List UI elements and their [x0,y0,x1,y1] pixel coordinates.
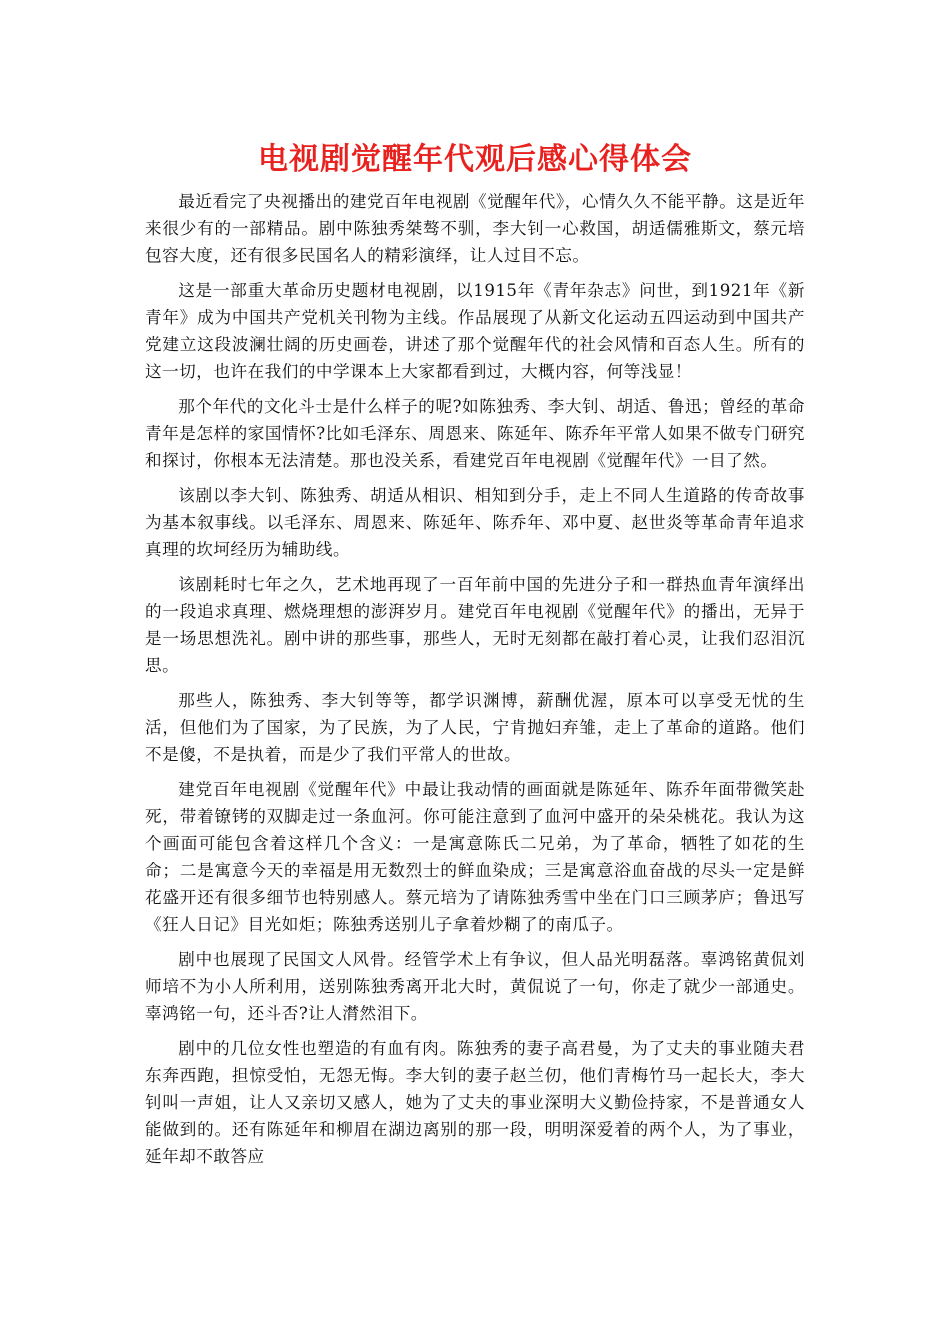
document-title: 电视剧觉醒年代观后感心得体会 [258,142,692,177]
paragraph-8: 剧中也展现了民国文人风骨。经管学术上有争议，但人品光明磊落。辜鸿铭黄侃刘师培不为小人所利用，送别陈独秀离开北大时，黄侃说了一句，你走了就少一部通史。辜鸿铭一句，还斗否?让人潸然泪下。 [145,950,805,1023]
paragraph-3: 那个年代的文化斗士是什么样子的呢?如陈独秀、李大钊、胡适、鲁迅；曾经的革命青年是怎样的家国情怀?比如毛泽东、周恩来、陈延年、陈乔年平常人如果不做专门研究和探讨，你根本无法清楚。那也没关系，看建党百年电视剧《觉醒年代》一目了然。 [145,397,805,470]
paragraph-6: 那些人，陈独秀、李大钊等等，都学识渊博，薪酬优渥，原本可以享受无忧的生活，但他们为了国家，为了民族，为了人民，宁肯抛妇弃雏，走上了革命的道路。他们不是傻，不是执着，而是少了我们平常人的世故。 [145,691,805,764]
document-body [145,188,805,1178]
paragraph-4: 该剧以李大钊、陈独秀、胡适从相识、相知到分手，走上不同人生道路的传奇故事为基本叙事线。以毛泽东、周恩来、陈延年、陈乔年、邓中夏、赵世炎等革命青年追求真理的坎坷经历为辅助线。 [145,486,805,559]
paragraph-2: 这是一部重大革命历史题材电视剧，以1915年《青年杂志》问世，到1921年《新青年》成为中国共产党机关刊物为主线。作品展现了从新文化运动五四运动到中国共产党建立这段波澜壮阔的历史画卷，讲述了那个觉醒年代的社会风情和百态人生。所有的这一切，也许在我们的中学课本上大家都看到过，大概内容，何等浅显！ [145,281,805,381]
paragraph-7: 建党百年电视剧《觉醒年代》中最让我动情的画面就是陈延年、陈乔年面带微笑赴死，带着镣铐的双脚走过一条血河。你可能注意到了血河中盛开的朵朵桃花。我认为这个画面可能包含着这样几个含义：一是寓意陈氏二兄弟，为了革命，牺牲了如花的生命；二是寓意今天的幸福是用无数烈士的鲜血染成；三是寓意浴血奋战的尽头一定是鲜花盛开还有很多细节也特别感人。蔡元培为了请陈独秀雪中坐在门口三顾茅庐；鲁迅写《狂人日记》目光如炬；陈独秀送别儿子拿着炒糊了的南瓜子。 [145,780,805,934]
paragraph-9: 剧中的几位女性也塑造的有血有肉。陈独秀的妻子高君曼，为了丈夫的事业随夫君东奔西跑，担惊受怕，无怨无悔。李大钊的妻子赵兰仞，他们青梅竹马一起长大，李大钊叫一声姐，让人又亲切又感人，她为了丈夫的事业深明大义勤俭持家，不是普通女人能做到的。还有陈延年和柳眉在湖边离别的那一段，明明深爱着的两个人，为了事业，延年却不敢答应 [145,1039,805,1166]
paragraph-5: 该剧耗时七年之久，艺术地再现了一百年前中国的先进分子和一群热血青年演绎出的一段追求真理、燃烧理想的澎湃岁月。建党百年电视剧《觉醒年代》的播出，无异于是一场思想洗礼。剧中讲的那些事，那些人，无时无刻都在敲打着心灵，让我们忍泪沉思。 [145,575,805,675]
paragraph-1: 最近看完了央视播出的建党百年电视剧《觉醒年代》，心情久久不能平静。这是近年来很少有的一部精品。剧中陈独秀桀骜不驯，李大钊一心救国，胡适儒雅斯文，蔡元培包容大度，还有很多民国名人的精彩演绎，让人过目不忘。 [145,192,805,265]
